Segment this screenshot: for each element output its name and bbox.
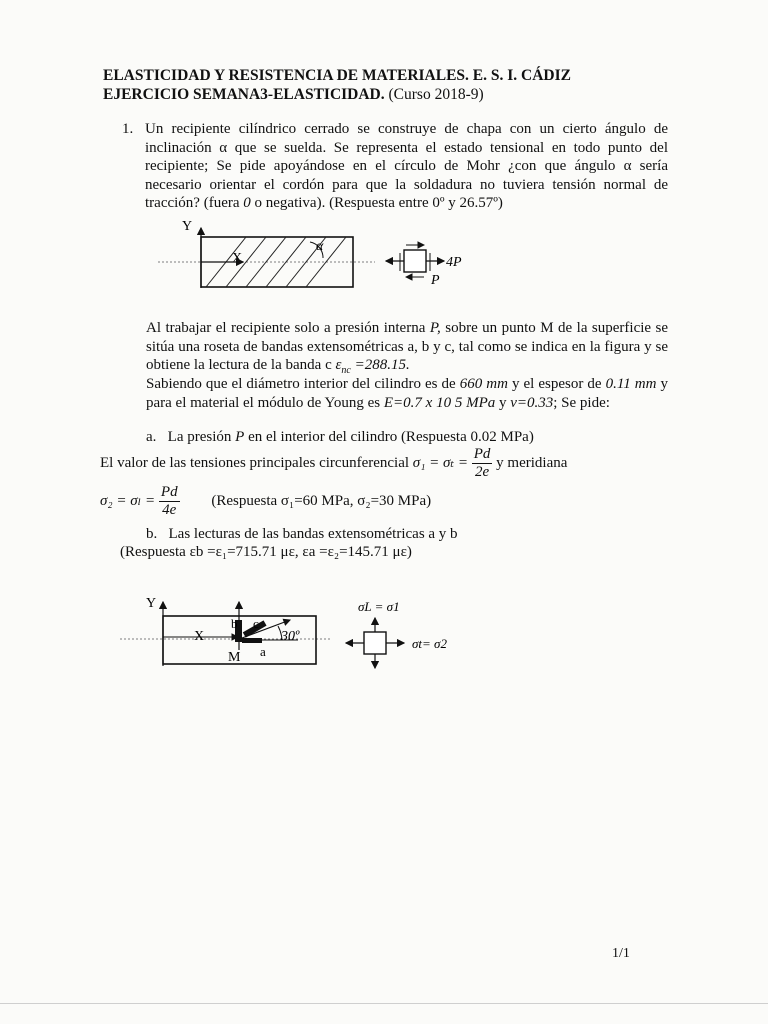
- fig1-y-label: Y: [182, 219, 193, 234]
- sigma2-line: σ₂ = σₗ = $\frac{Pd}{4e}$ (Respuesta σ₁=60 MPa, σ₂=30 MPa): [100, 484, 432, 519]
- item-b-answer: (Respuesta εb =ε₁=715.71 με, εa =ε₂=145.71 με): [120, 544, 412, 560]
- fig2-a-label: a: [260, 644, 266, 659]
- bottom-border: [0, 1003, 768, 1004]
- fig1-4p-label: 4P: [446, 255, 462, 270]
- question-2-data: Sabiendo que el diámetro interior del cilindro es de 660 mm y el espesor de 0.11 mm y para el material el módulo de Young es E=0.7 x 10 5 MPa y ν=0.33; Se pide:: [146, 376, 669, 411]
- item-b: b. Las lecturas de las bandas extensométricas a y b: [146, 526, 458, 542]
- page-number: 1/1: [612, 946, 630, 961]
- document-header: [103, 66, 663, 104]
- fig2-m-label: M: [228, 650, 241, 665]
- fig2-c-label: c: [253, 616, 259, 631]
- fig1-alpha-label: α: [316, 239, 324, 254]
- fig2-b-label: b: [231, 616, 238, 631]
- principal-stresses-line: El valor de las tensiones principales circunferencial σ₁ = σₜ = $\frac{Pd}{2e}$ y meridiana: [100, 446, 568, 481]
- header-subtitle: EJERCICIO SEMANA3-ELASTICIDAD.: [103, 86, 385, 103]
- question-1-text: Un recipiente cilíndrico cerrado se construye de chapa con un cierto ángulo de inclinación α que se suelda. Se representa el estado tensional en todo punto del recipiente; Se pide apoyándose en el círculo de Mohr ¿con que ángulo α sería necesario orientar el cordón para que la soldadura no tuviera tensión normal de tracción? (fuera 0 o negativa). (Respuesta entre 0º y 26.57º): [145, 121, 668, 211]
- fig2-angle-label: 30º: [281, 629, 300, 644]
- fraction-pd-2e: $\frac{Pd}{2e}$: [473, 446, 491, 481]
- header-course: (Curso 2018-9): [384, 86, 484, 103]
- fig2-sigma-right-label: σt= σ2: [412, 636, 447, 651]
- figure-2-strain-rosette: [120, 590, 480, 670]
- fig2-y-label: Y: [146, 596, 157, 611]
- sigma-answer: (Respuesta σ₁=60 MPa, σ₂=30 MPa): [211, 493, 432, 509]
- question-1-number: 1.: [122, 121, 134, 137]
- question-2-intro: Al trabajar el recipiente solo a presión interna P, sobre un punto M de la superficie se sitúa una roseta de bandas extensométricas a, b y c, tal como se indica en la figura y se obtiene la lectura de la banda c $\varepsilon_{nc} =288.15$.: [146, 320, 668, 376]
- fig1-p-label: P: [431, 273, 440, 288]
- fig2-sigma-top-label: σL = σ1: [358, 599, 400, 614]
- fig1-stress-element: [404, 250, 426, 272]
- figure-1-welded-cylinder: [150, 210, 480, 290]
- header-title: ELASTICIDAD Y RESISTENCIA DE MATERIALES. E. S. I. CÁDIZ: [103, 67, 571, 84]
- question-1: [122, 120, 668, 213]
- fig2-stress-element: [364, 632, 386, 654]
- fraction-pd-4e: $\frac{Pd}{4e}$: [160, 484, 178, 519]
- item-a: a. La presión P en el interior del cilindro (Respuesta 0.02 MPa): [146, 429, 534, 445]
- fig2-x-label: X: [194, 629, 205, 644]
- fig1-x-label: X: [232, 251, 243, 266]
